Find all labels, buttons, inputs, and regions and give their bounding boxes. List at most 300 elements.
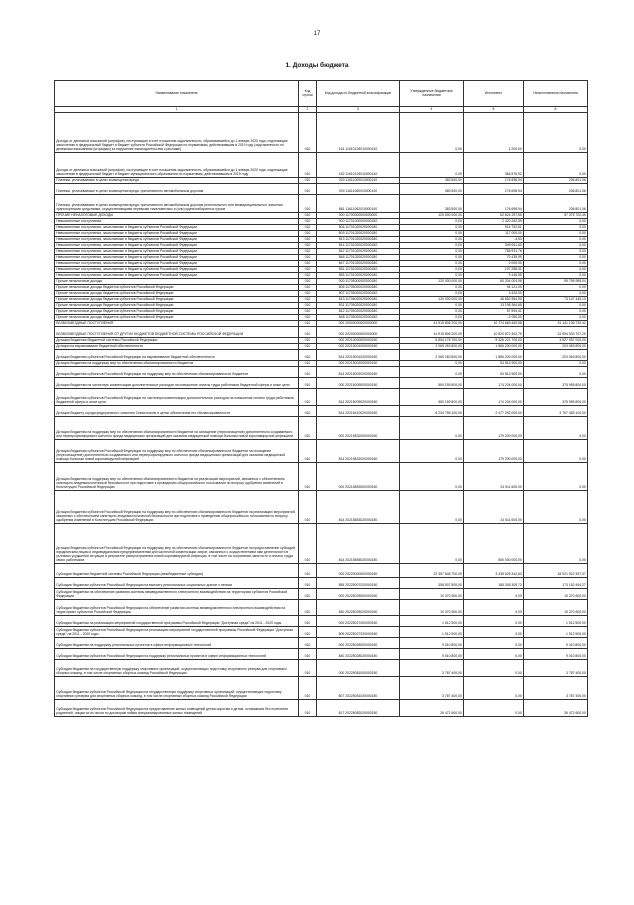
- row-classification-code: 000 11701000000000180: [317, 218, 400, 224]
- row-name: Субсидии бюджетам на поддержку региональных проектов в сфере информационных технологий: [55, 637, 299, 648]
- row-unexecuted: 0,00: [524, 290, 588, 296]
- row-line-code: 010: [299, 212, 317, 218]
- row-approved: 0,00: [400, 416, 464, 439]
- row-classification-code: 000 20000000000000000: [317, 320, 400, 326]
- row-name: Прочие неналоговые доходы бюджетов субъектов Российской Федерации: [55, 302, 299, 308]
- row-classification-code: 000 20215853000000150: [317, 462, 400, 490]
- row-approved: 0,00: [400, 248, 464, 254]
- row-unexecuted: 0,00: [524, 462, 588, 490]
- row-unexecuted: 206 801,06: [524, 194, 588, 212]
- row-classification-code: 000 20225081000000150: [317, 659, 400, 676]
- row-name: Платежи, уплачиваемые в целях возмещения вреда, причиняемого автомобильным дорогам регионального или межмуниципального значения транспортными средствами, осуществляющими перевозки тяжеловесных и (или) крупногабаритных грузов: [55, 194, 299, 212]
- row-approved: 1 512 500,00: [400, 626, 464, 637]
- row-classification-code: 806 11701020020000180: [317, 224, 400, 230]
- row-line-code: 010: [299, 230, 317, 236]
- row-line-code: 010: [299, 326, 317, 337]
- row-line-code: 010: [299, 302, 317, 308]
- row-classification-code: 855 20225007020000150: [317, 577, 400, 588]
- row-line-code: 010: [299, 439, 317, 462]
- section-title: 1. Доходы бюджета: [285, 62, 349, 69]
- row-unexecuted: 375 955 800,00: [524, 377, 588, 388]
- row-classification-code: 813 11701020020000180: [317, 236, 400, 242]
- row-executed: 0,00: [464, 637, 524, 648]
- row-name: Дотации бюджетам на частичную компенсацию дополнительных расходов на повышение оплаты труда работников бюджетной сферы и иные цели: [55, 377, 299, 388]
- row-unexecuted: 9 010 800,00: [524, 637, 588, 648]
- column-number: 1: [55, 106, 299, 112]
- row-executed: 176 698,94: [464, 177, 524, 183]
- row-executed: 13 198 364,65: [464, 302, 524, 308]
- row-line-code: 010: [299, 615, 317, 626]
- row-executed: 0,00: [464, 599, 524, 615]
- row-approved: 0,00: [400, 112, 464, 152]
- row-approved: 0,00: [400, 523, 464, 563]
- row-name: ПРОЧИЕ НЕНАЛОГОВЫЕ ДОХОДЫ: [55, 212, 299, 218]
- row-unexecuted: 0,00: [524, 260, 588, 266]
- row-name: Прочие неналоговые доходы бюджетов субъектов Российской Федерации: [55, 284, 299, 290]
- row-approved: 0,00: [400, 224, 464, 230]
- row-line-code: 010: [299, 523, 317, 563]
- row-line-code: 010: [299, 272, 317, 278]
- row-executed: 185 345 305,73: [464, 577, 524, 588]
- row-approved: 0,00: [400, 230, 464, 236]
- row-line-code: 010: [299, 699, 317, 716]
- row-unexecuted: 0,00: [524, 314, 588, 320]
- row-approved: 0,00: [400, 366, 464, 377]
- row-unexecuted: 1 512 500,00: [524, 626, 588, 637]
- row-line-code: 010: [299, 284, 317, 290]
- row-approved: 550 159 800,00: [400, 377, 464, 388]
- row-approved: 0,00: [400, 260, 464, 266]
- row-name: Дотации бюджетам субъектов Российской Федерации на поддержку мер по обеспечению сбалансированности бюджетов на реализацию мероприятий, связанных с обеспечением санитарно-эпидемиологической безопасности при подготовке к проведению общероссийского голосования по вопросу одобрения изменений в Конституцию Российской Федерации: [55, 490, 299, 523]
- row-executed: 54 813 900,00: [464, 366, 524, 377]
- row-unexecuted: 31 141 136 730,42: [524, 320, 588, 326]
- row-name: Невыясненные поступления, зачисляемые в бюджеты субъектов Российской Федерации: [55, 236, 299, 242]
- row-approved: 0,00: [400, 284, 464, 290]
- row-classification-code: 000 11611000010000140: [317, 177, 400, 183]
- row-name: Субсидии бюджетам субъектов Российской Федерации на поддержку региональных проектов в сфере информационных технологий: [55, 648, 299, 659]
- row-line-code: 010: [299, 349, 317, 360]
- row-executed: 24 511 600,00: [464, 490, 524, 523]
- row-unexecuted: 59 795 995,04: [524, 278, 588, 284]
- row-name: Невыясненные поступления, зачисляемые в бюджеты субъектов Российской Федерации: [55, 254, 299, 260]
- row-classification-code: 840 20225028020000150: [317, 599, 400, 615]
- row-classification-code: 000 11700000000000000: [317, 212, 400, 218]
- row-executed: 174 204 000,00: [464, 377, 524, 388]
- row-unexecuted: 0,00: [524, 523, 588, 563]
- row-classification-code: 846 11701020020000180: [317, 254, 400, 260]
- column-number: 6: [524, 106, 588, 112]
- row-unexecuted: 1 512 500,00: [524, 615, 588, 626]
- row-classification-code: 855 11701020020000180: [317, 272, 400, 278]
- row-name: Дотации бюджетам на поддержку мер по обеспечению сбалансированности бюджетов на реализацию мероприятий, связанных с обеспечением санитарно-эпидемиологической безопасности при подготовке к проведению общероссийского голосования по вопросу одобрения изменений в Конституцию Российской Федерации: [55, 462, 299, 490]
- row-name: Дотации бюджетам субъектов Российской Федерации на поддержку мер по обеспечению сбалансированности бюджетов на предоставление субсидий юридическим лицам и индивидуальным предпринимателям для частичной компенсации затрат, связанных с осуществлением ими деятельности в условиях ухудшения ситуации в результате распространения новой коронавирусной инфекции, в том числе на сохранение занятости и оплаты труда своих работников: [55, 523, 299, 563]
- row-approved: 0,00: [400, 490, 464, 523]
- row-classification-code: 848 11705020020000180: [317, 314, 400, 320]
- row-name: Дотации бюджетам субъектов Российской Федерации на поддержку мер по обеспечению сбалансированности бюджетов на оснащение (переоснащение) дополнительно создаваемого или перепрофилируемого коечного фонда медицинских организаций для оказания медицинской помощи больным новой коронавирусной инфекцией: [55, 439, 299, 462]
- row-classification-code: 814 20215853020000150: [317, 490, 400, 523]
- row-name: Дотации бюджетам на поддержку мер по обеспечению сбалансированности бюджетов на оснащение (переоснащение) дополнительно создаваемого или перепрофилируемого коечного фонда медицинских организаций для оказания медицинской помощи больным новой коронавирусной инфекцией: [55, 416, 299, 439]
- row-classification-code: 842 11705020020000180: [317, 308, 400, 314]
- row-line-code: 010: [299, 290, 317, 296]
- row-line-code: 010: [299, 314, 317, 320]
- row-unexecuted: 0,00: [524, 112, 588, 152]
- table-row: [55, 599, 588, 615]
- row-classification-code: 000 20210000000000150: [317, 337, 400, 343]
- header-approved: Утвержденные бюджетные назначения: [400, 81, 464, 107]
- row-executed: 176 698,94: [464, 194, 524, 212]
- row-name: Невыясненные поступления, зачисляемые в бюджеты субъектов Российской Федерации: [55, 224, 299, 230]
- row-executed: 0,00: [464, 676, 524, 699]
- table-row: [55, 490, 588, 523]
- row-unexecuted: 3 787 400,00: [524, 659, 588, 676]
- row-classification-code: 840 20225028020000150: [317, 648, 400, 659]
- row-line-code: 010: [299, 462, 317, 490]
- row-approved: 0,00: [400, 272, 464, 278]
- column-number: 4: [400, 106, 464, 112]
- row-executed: 3 420,00: [464, 290, 524, 296]
- row-line-code: 010: [299, 366, 317, 377]
- table-row: [55, 326, 588, 337]
- row-executed: 0,00: [464, 615, 524, 626]
- row-approved: 0,00: [400, 314, 464, 320]
- row-line-code: 010: [299, 490, 317, 523]
- table-row: [55, 615, 588, 626]
- row-name: Невыясненные поступления, зачисляемые в бюджеты субъектов Российской Федерации: [55, 266, 299, 272]
- row-executed: -4,53: [464, 236, 524, 242]
- row-approved: 3 787 400,00: [400, 659, 464, 676]
- row-executed: 1 866 200 000,00: [464, 343, 524, 349]
- row-executed: 0,00: [464, 588, 524, 599]
- row-name: Прочие неналоговые доходы: [55, 278, 299, 284]
- row-classification-code: 000 20225028000000150: [317, 637, 400, 648]
- row-approved: 550 159 800,00: [400, 388, 464, 405]
- column-number: 2: [299, 106, 317, 112]
- row-executed: 550 000 000,00: [464, 523, 524, 563]
- row-unexecuted: 26 472 600,00: [524, 699, 588, 716]
- row-approved: 9 010 800,00: [400, 637, 464, 648]
- row-approved: 0,00: [400, 266, 464, 272]
- row-line-code: 010: [299, 242, 317, 248]
- row-executed: 179 200 000,00: [464, 439, 524, 462]
- table-row: [55, 439, 588, 462]
- table-row: [55, 577, 588, 588]
- row-classification-code: 814 20215855020000150: [317, 523, 400, 563]
- row-classification-code: 000 11705000000000180: [317, 278, 400, 284]
- row-approved: 2 069 263 800,00: [400, 349, 464, 360]
- row-classification-code: 847 11701020020000180: [317, 260, 400, 266]
- row-approved: 10 370 600,00: [400, 588, 464, 599]
- row-line-code: 010: [299, 266, 317, 272]
- row-line-code: 010: [299, 183, 317, 194]
- row-approved: 6 234 755 100,00: [400, 405, 464, 416]
- row-unexecuted: 3 527 957 000,00: [524, 337, 588, 343]
- row-unexecuted: 206 801,06: [524, 183, 588, 194]
- row-executed: 1 866 200 000,00: [464, 349, 524, 360]
- row-approved: 3 787 400,00: [400, 676, 464, 699]
- row-unexecuted: 57 375 702,45: [524, 212, 588, 218]
- row-approved: 10 370 600,00: [400, 599, 464, 615]
- row-line-code: 010: [299, 260, 317, 266]
- row-classification-code: 000 20200000000000000: [317, 326, 400, 337]
- row-line-code: 010: [299, 588, 317, 599]
- row-name: Доходы от денежных взысканий (штрафов), поступающие в счет погашения задолженности, образовавшейся до 1 января 2020 года, подлежащие зачислению в федеральный бюджет и бюджет субъекта Российской Федерации по нормативам, действовавшим в 2019 году (задолженность по денежным взысканиям (штрафам) за нарушение законодательства о рекламе): [55, 112, 299, 152]
- row-name: Субсидии бюджетам субъектов Российской Федерации на выплату региональных социальных доплат к пенсии: [55, 577, 299, 588]
- row-executed: 46 852 554,90: [464, 296, 524, 302]
- table-row: [55, 659, 588, 676]
- row-line-code: 010: [299, 648, 317, 659]
- row-classification-code: 807 20225081020000150: [317, 676, 400, 699]
- row-line-code: 010: [299, 563, 317, 577]
- row-line-code: 010: [299, 224, 317, 230]
- row-unexecuted: 10 370 600,00: [524, 588, 588, 599]
- row-unexecuted: 0,00: [524, 242, 588, 248]
- row-executed: 0,00: [464, 626, 524, 637]
- row-name: Доходы от денежных взысканий (штрафов), поступающие в счет погашения задолженности, образовавшейся до 1 января 2020 года, подлежащие зачислению в федеральный бюджет и бюджет муниципального образования по нормативам, действовавшим в 2019 году: [55, 152, 299, 177]
- table-row: [55, 676, 588, 699]
- row-line-code: 010: [299, 416, 317, 439]
- row-unexecuted: 0,00: [524, 254, 588, 260]
- row-classification-code: 000 20215832000000150: [317, 416, 400, 439]
- row-approved: 120 000 000,00: [400, 278, 464, 284]
- row-executed: 5 326 221 700,00: [464, 337, 524, 343]
- row-approved: 0,00: [400, 242, 464, 248]
- row-unexecuted: 9 010 800,00: [524, 648, 588, 659]
- table-row: [55, 416, 588, 439]
- row-unexecuted: 0,00: [524, 152, 588, 177]
- row-classification-code: 161 11610128010000140: [317, 112, 400, 152]
- row-approved: 358 507 800,00: [400, 577, 464, 588]
- row-name: БЕЗВОЗМЕЗДНЫЕ ПОСТУПЛЕНИЯ ОТ ДРУГИХ БЮДЖЕТОВ БЮДЖЕТНОЙ СИСТЕМЫ РОССИЙСКОЙ ФЕДЕРАЦИИ: [55, 326, 299, 337]
- row-executed: 94 121,00: [464, 284, 524, 290]
- row-unexecuted: 10 370 600,00: [524, 599, 588, 615]
- row-unexecuted: 0,00: [524, 248, 588, 254]
- row-line-code: 010: [299, 577, 317, 588]
- row-approved: 22 357 548 700,00: [400, 563, 464, 577]
- row-line-code: 010: [299, 177, 317, 183]
- table-row: [55, 699, 588, 716]
- row-name: Субсидии бюджетам на обеспечение развития системы межведомственного электронного взаимодействия на территориях субъектов Российской Федерации: [55, 588, 299, 599]
- row-executed: 349 061,63: [464, 242, 524, 248]
- row-approved: 0,00: [400, 302, 464, 308]
- row-classification-code: 814 20215410020000150: [317, 405, 400, 416]
- row-unexecuted: 0,00: [524, 266, 588, 272]
- row-executed: 62 624 297,55: [464, 212, 524, 218]
- row-classification-code: 000 11611060010000140: [317, 183, 400, 194]
- row-line-code: 010: [299, 218, 317, 224]
- row-name: Прочие неналоговые доходы бюджетов субъектов Российской Федерации: [55, 290, 299, 296]
- row-executed: 176 698,94: [464, 183, 524, 194]
- row-classification-code: 814 20215009020000150: [317, 388, 400, 405]
- row-approved: 41 915 806 200,00: [400, 320, 464, 326]
- row-name: Невыясненные поступления: [55, 218, 299, 224]
- table-row: [55, 637, 588, 648]
- table-row: [55, 388, 588, 405]
- row-name: БЕЗВОЗМЕЗДНЫЕ ПОСТУПЛЕНИЯ: [55, 320, 299, 326]
- row-classification-code: 000 20215009000000150: [317, 377, 400, 388]
- row-line-code: 010: [299, 296, 317, 302]
- header-line-code: Код строки: [299, 81, 317, 107]
- row-approved: 0,00: [400, 360, 464, 366]
- row-unexecuted: 0,00: [524, 230, 588, 236]
- row-executed: 54 813 900,00: [464, 360, 524, 366]
- row-classification-code: 814 20215832020000150: [317, 439, 400, 462]
- table-body: [55, 112, 588, 716]
- row-approved: 41 915 806 200,00: [400, 326, 464, 337]
- row-line-code: 010: [299, 388, 317, 405]
- row-approved: 383 500,00: [400, 194, 464, 212]
- row-name: Субсидии бюджетам субъектов Российской Федерации на реализацию мероприятий государственной программы Российской Федерации "Доступная среда" на 2011 - 2020 годы: [55, 626, 299, 637]
- row-executed: 1 200,00: [464, 112, 524, 152]
- row-name: Субсидии бюджетам на реализацию мероприятий государственной программы Российской Федерации "Доступная среда" на 2011 - 2020 годы: [55, 615, 299, 626]
- row-name: Дотации бюджетам бюджетной системы Российской Федерации: [55, 337, 299, 343]
- row-classification-code: 809 20225027020000150: [317, 626, 400, 637]
- row-unexecuted: 73 147 445,10: [524, 296, 588, 302]
- row-name: Дотация бюджету города федерального значения Севастополя в целях обеспечения его сбалансированности: [55, 405, 299, 416]
- row-name: Платежи, уплачиваемые в целях возмещения вреда: [55, 177, 299, 183]
- header-executed: Исполнено: [464, 81, 524, 107]
- row-unexecuted: 0,00: [524, 218, 588, 224]
- row-executed: 70 435,99: [464, 254, 524, 260]
- row-executed: 57 594,41: [464, 308, 524, 314]
- row-approved: 8 854 178 700,00: [400, 337, 464, 343]
- row-executed: 0,00: [464, 659, 524, 676]
- row-approved: 2 069 263 800,00: [400, 343, 464, 349]
- row-line-code: 010: [299, 236, 317, 242]
- row-line-code: 010: [299, 676, 317, 699]
- row-line-code: 010: [299, 308, 317, 314]
- row-unexecuted: 3 757 463 100,00: [524, 405, 588, 416]
- row-classification-code: 817 20225082020000150: [317, 699, 400, 716]
- row-name: Невыясненные поступления, зачисляемые в бюджеты субъектов Российской Федерации: [55, 260, 299, 266]
- table-row: [55, 377, 588, 388]
- row-line-code: 010: [299, 343, 317, 349]
- header-unexecuted: Неисполненные назначения: [524, 81, 588, 107]
- row-approved: 0,00: [400, 462, 464, 490]
- row-approved: 0,00: [400, 308, 464, 314]
- row-executed: 0,00: [464, 648, 524, 659]
- table-row: [55, 563, 588, 577]
- row-line-code: 010: [299, 254, 317, 260]
- row-name: Прочие неналоговые доходы бюджетов субъектов Российской Федерации: [55, 296, 299, 302]
- row-approved: 120 000 000,00: [400, 296, 464, 302]
- row-unexecuted: 0,00: [524, 284, 588, 290]
- row-unexecuted: 203 063 800,00: [524, 349, 588, 360]
- row-name: Субсидии бюджетам на государственную поддержку спортивных организаций, осуществляющих подготовку спортивного резерва для спортивных сборных команд, в том числе спортивных сборных команд Российской Федерации: [55, 659, 299, 676]
- row-approved: 0,00: [400, 254, 464, 260]
- column-number: 3: [317, 106, 400, 112]
- row-approved: 26 472 600,00: [400, 699, 464, 716]
- row-approved: 9 010 800,00: [400, 648, 464, 659]
- row-unexecuted: 18 921 922 357,37: [524, 563, 588, 577]
- row-classification-code: 851 11701020020000180: [317, 266, 400, 272]
- row-line-code: 010: [299, 152, 317, 177]
- row-line-code: 010: [299, 599, 317, 615]
- row-approved: 0,00: [400, 218, 464, 224]
- row-unexecuted: 0,00: [524, 308, 588, 314]
- row-name: Невыясненные поступления, зачисляемые в бюджеты субъектов Российской Федерации: [55, 248, 299, 254]
- row-unexecuted: 0,00: [524, 416, 588, 439]
- row-executed: 914 752,61: [464, 224, 524, 230]
- row-name: Невыясненные поступления, зачисляемые в бюджеты субъектов Российской Федерации: [55, 242, 299, 248]
- row-name: Невыясненные поступления, зачисляемые в бюджеты субъектов Российской Федерации: [55, 272, 299, 278]
- row-executed: 0,00: [464, 699, 524, 716]
- table-row: [55, 112, 588, 152]
- row-executed: 24 511 600,00: [464, 462, 524, 490]
- column-number: 5: [464, 106, 524, 112]
- row-name: Дотации бюджетам субъектов Российской Федерации на частичную компенсацию дополнительных расходов на повышение оплаты труда работников бюджетной сферы и иные цели: [55, 388, 299, 405]
- row-classification-code: 814 20215002020000150: [317, 366, 400, 377]
- row-name: Невыясненные поступления, зачисляемые в бюджеты субъектов Российской Федерации: [55, 230, 299, 236]
- row-executed: 10 774 669 469,58: [464, 320, 524, 326]
- row-approved: 1 512 500,00: [400, 615, 464, 626]
- row-line-code: 010: [299, 278, 317, 284]
- row-unexecuted: 203 063 800,00: [524, 343, 588, 349]
- row-unexecuted: 206 801,06: [524, 177, 588, 183]
- table-row: [55, 462, 588, 490]
- row-name: Субсидии бюджетам субъектов Российской Федерации на предоставление жилых помещений детям-сиротам и детям, оставшимся без попечения родителей, лицам из их числа по договорам найма специализированных жилых помещений: [55, 699, 299, 716]
- row-executed: 10 820 872 402,75: [464, 326, 524, 337]
- row-classification-code: 000 20220000000000150: [317, 563, 400, 577]
- row-name: Дотации на выравнивание бюджетной обеспеченности: [55, 343, 299, 349]
- row-line-code: 010: [299, 194, 317, 212]
- row-classification-code: 814 11701020020000180: [317, 242, 400, 248]
- row-name: Дотации бюджетам субъектов Российской Федерации на поддержку мер по обеспечению сбалансированности бюджетов: [55, 366, 299, 377]
- table-row: [55, 366, 588, 377]
- row-line-code: 010: [299, 626, 317, 637]
- row-classification-code: 806 11705020020000180: [317, 284, 400, 290]
- row-name: Прочие неналоговые доходы бюджетов субъектов Российской Федерации: [55, 308, 299, 314]
- table-row: [55, 626, 588, 637]
- row-executed: 9 145,55: [464, 272, 524, 278]
- row-executed: 117 000,00: [464, 230, 524, 236]
- row-approved: 0,00: [400, 152, 464, 177]
- row-name: Дотации бюджетам субъектов Российской Федерации на выравнивание бюджетной обеспеченности: [55, 349, 299, 360]
- row-unexecuted: 3 787 400,00: [524, 676, 588, 699]
- row-classification-code: 814 20215001020000150: [317, 349, 400, 360]
- row-executed: 364 876,92: [464, 152, 524, 177]
- row-classification-code: 000 20215002000000150: [317, 360, 400, 366]
- page-number: 17: [313, 31, 321, 37]
- table-row: [55, 405, 588, 416]
- row-executed: 3 435 626 342,63: [464, 563, 524, 577]
- row-unexecuted: 0,00: [524, 272, 588, 278]
- row-classification-code: 842 11701020020000180: [317, 248, 400, 254]
- row-executed: 174 204 000,00: [464, 388, 524, 405]
- row-unexecuted: 31 094 933 797,25: [524, 326, 588, 337]
- row-classification-code: 182 11610129010000140: [317, 152, 400, 177]
- row-approved: 120 000 000,00: [400, 212, 464, 218]
- row-name: Дотации бюджетам на поддержку мер по обеспечению сбалансированности бюджетов: [55, 360, 299, 366]
- row-line-code: 010: [299, 659, 317, 676]
- row-approved: 0,00: [400, 236, 464, 242]
- row-classification-code: 809 11701020020000180: [317, 230, 400, 236]
- row-classification-code: 807 11705020020000180: [317, 290, 400, 296]
- table-row: [55, 523, 588, 563]
- row-unexecuted: 0,00: [524, 490, 588, 523]
- header-name: Наименование показателя: [55, 81, 299, 107]
- row-name: Субсидии бюджетам бюджетной системы Российской Федерации (межбюджетные субсидии): [55, 563, 299, 577]
- row-line-code: 010: [299, 405, 317, 416]
- row-unexecuted: 0,00: [524, 224, 588, 230]
- row-classification-code: 861 11611062010000140: [317, 194, 400, 212]
- row-line-code: 010: [299, 320, 317, 326]
- row-classification-code: 000 20215001000000150: [317, 343, 400, 349]
- row-executed: 179 200 000,00: [464, 416, 524, 439]
- row-classification-code: 000 20225027000000150: [317, 615, 400, 626]
- row-name: Субсидии бюджетам субъектов Российской Федерации на обеспечение развития системы межведомственного электронного взаимодействия на территориях субъектов Российской Федерации: [55, 599, 299, 615]
- row-unexecuted: 0,00: [524, 360, 588, 366]
- row-line-code: 010: [299, 248, 317, 254]
